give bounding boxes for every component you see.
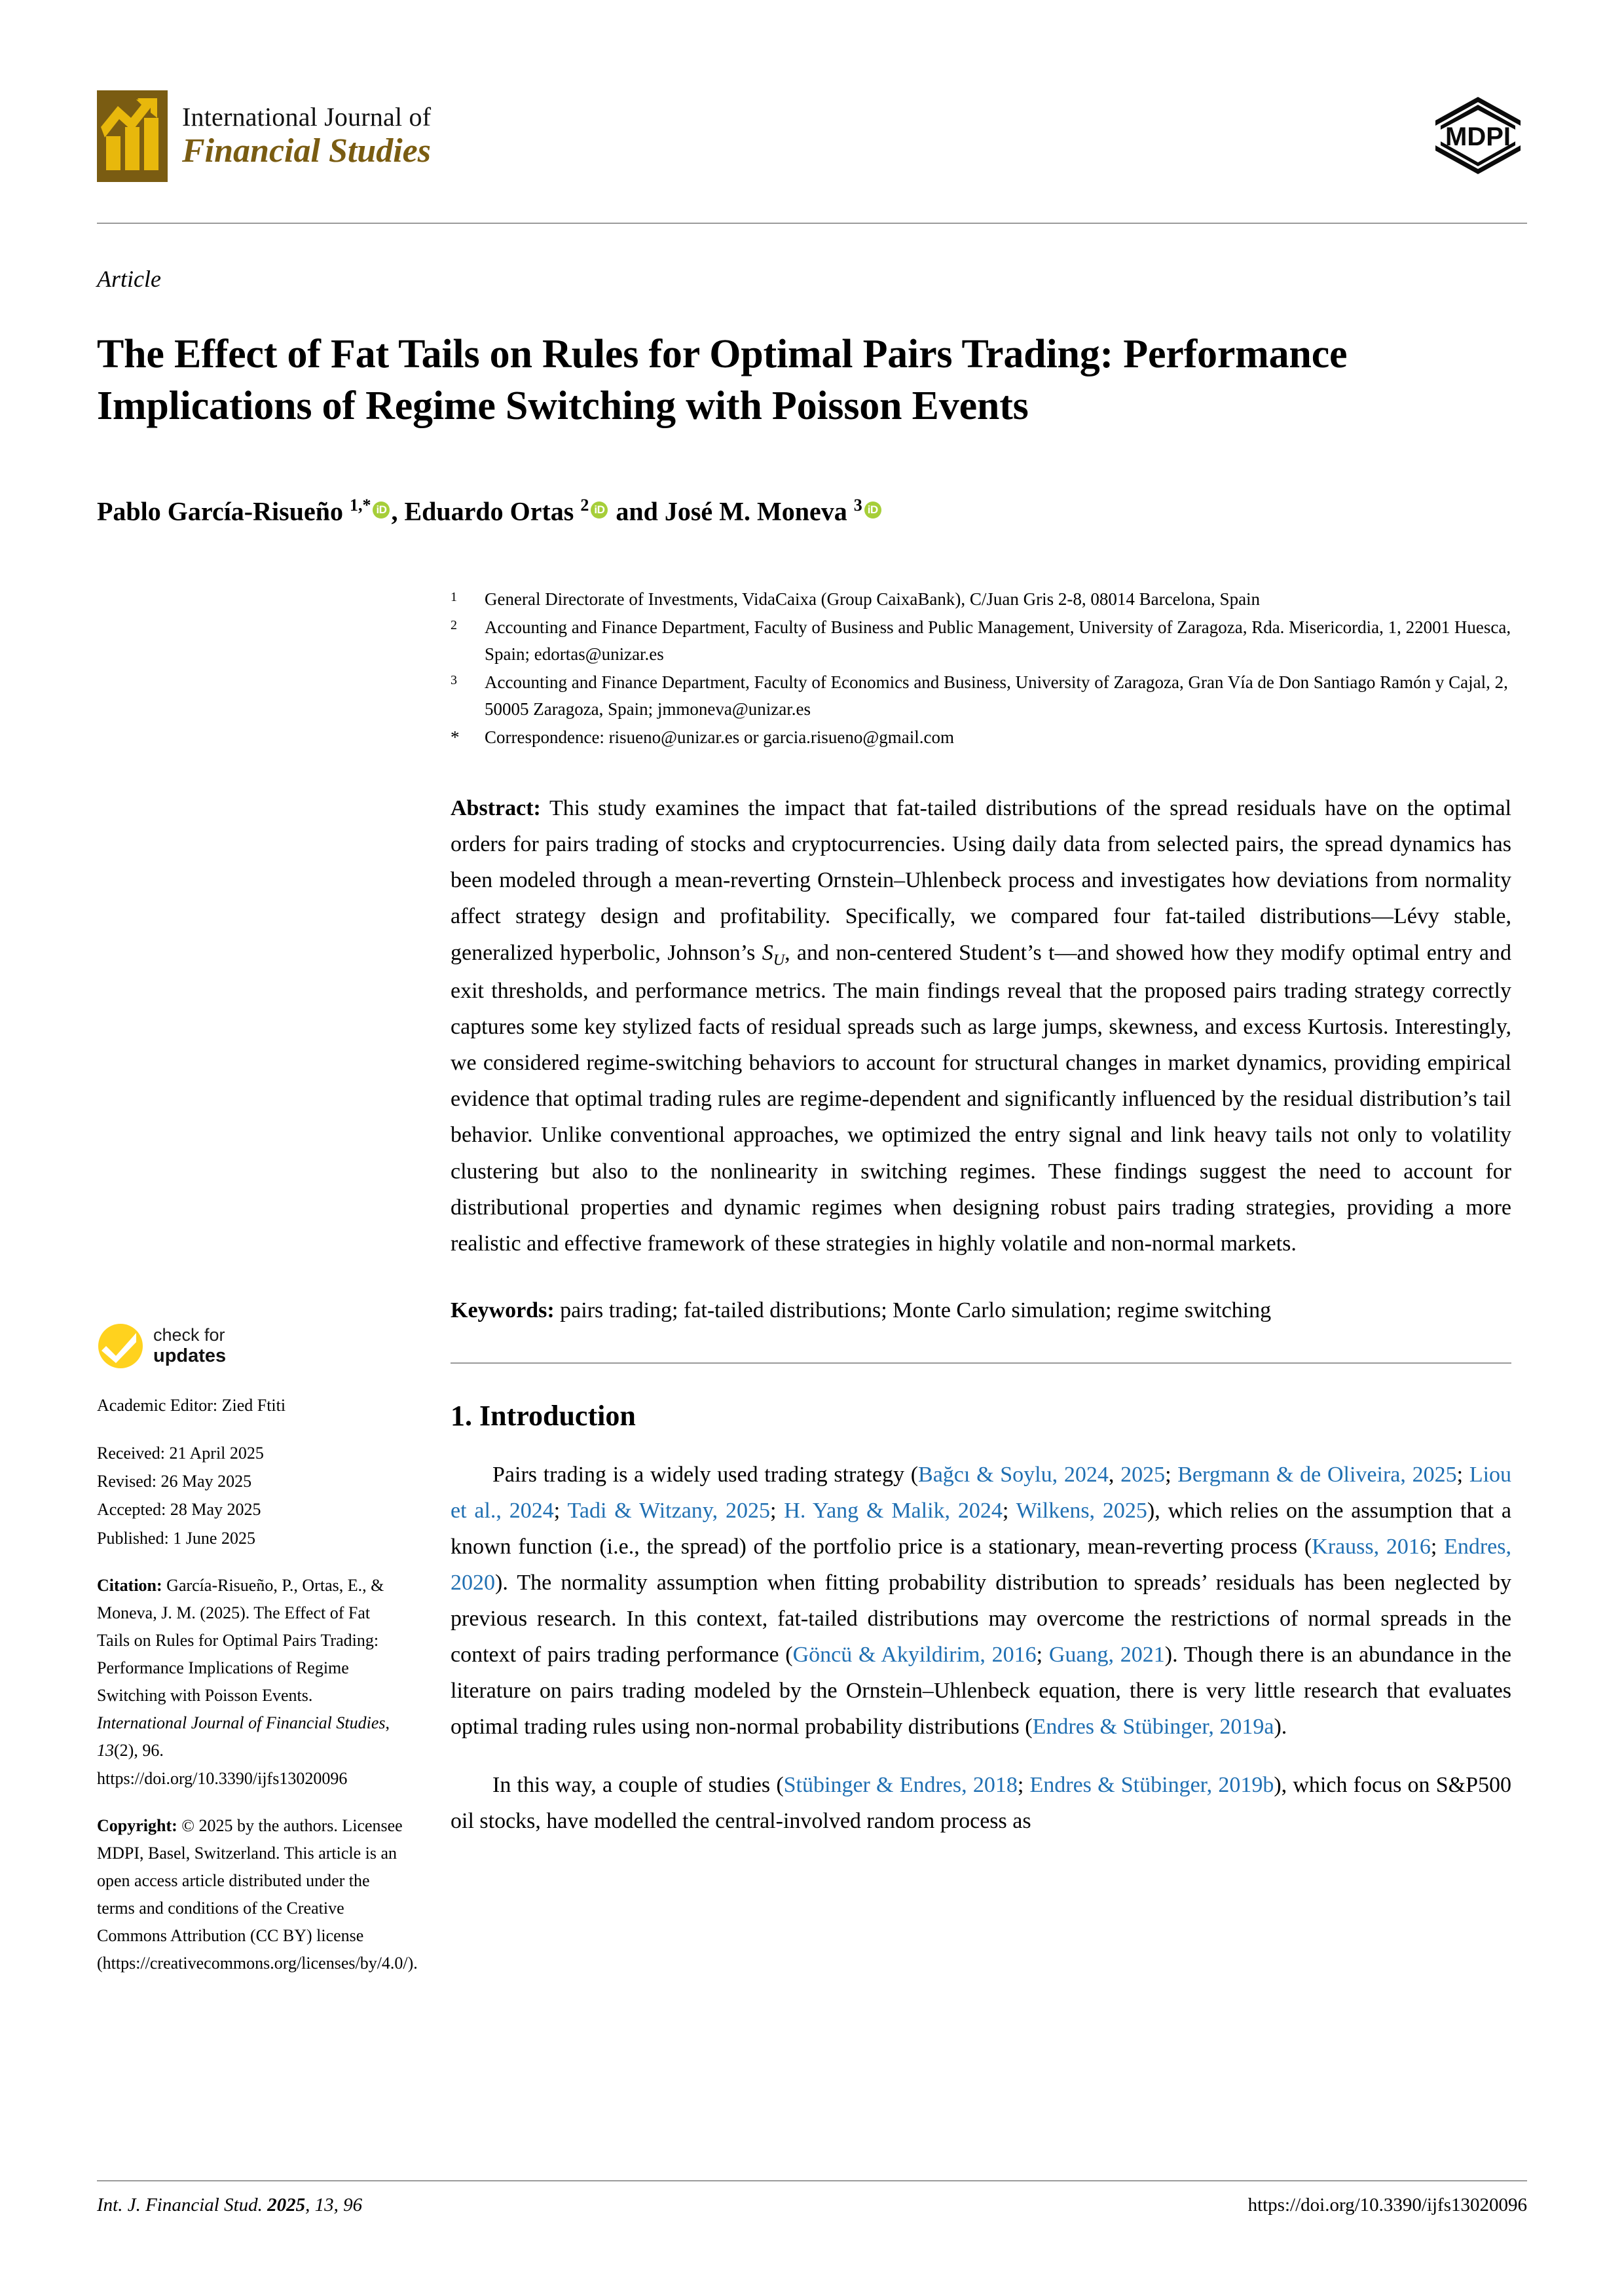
author-list: Pablo García-Risueño $^{1,*}$ iD , Eduardo Ortas $^2$ iD and José M. Moneva $^3$ iD [97, 494, 1472, 528]
page-title: The Effect of Fat Tails on Rules for Optimal Pairs Trading: Performance Implications of Regime Switching with Poisson Events [97, 331, 1348, 428]
correspondence-item [451, 724, 1511, 751]
footer-divider [97, 2180, 1527, 2181]
date-accepted: Accepted: 28 May 2025 [97, 1500, 261, 1520]
journal-title-line2: Financial Studies [182, 132, 431, 170]
header-divider [97, 223, 1527, 224]
citation-label: Citation: [97, 1575, 162, 1595]
date-received: Received: 21 April 2025 [97, 1444, 264, 1463]
check-circle-icon [97, 1322, 144, 1370]
check-for-updates-badge[interactable] [97, 1322, 405, 1370]
affiliation-item [451, 669, 1511, 723]
copyright-label: Copyright: [97, 1815, 177, 1835]
date-revised: Revised: 26 May 2025 [97, 1472, 252, 1491]
affiliation-text: Accounting and Finance Department, Faculty of Economics and Business, University of Zaragoza, Gran Vía de Don Santiago Ramón y Cajal, 2, 50005 Zaragoza, Spain; jmmoneva@unizar.es [485, 672, 1508, 720]
citation-block [97, 1572, 405, 1793]
footer-citation: Int. J. Financial Stud. 2025, 13, 96 [97, 2195, 363, 2215]
keywords-text: pairs trading; fat-tailed distributions; Monte Carlo simulation; regime switching [560, 1298, 1272, 1322]
mdpi-logo-icon [1429, 93, 1527, 178]
footer-doi: https://doi.org/10.3390/ijfs13020096 [1247, 2195, 1527, 2215]
abstract-label: Abstract: [451, 796, 541, 821]
introduction-paragraph-2: In this way, a couple of studies (Stübinger & Endres, 2018; Endres & Stübinger, 2019b), which focus on S&P500 oil stocks, have modelled the central-involved random process as [451, 1773, 1511, 1834]
check-for-updates-line1: check for [153, 1325, 225, 1345]
date-published: Published: 1 June 2025 [97, 1528, 255, 1548]
correspondence-text: Correspondence: risueno@unizar.es or garcia.risueno@gmail.com [485, 727, 955, 748]
main-column [451, 586, 1511, 1861]
sidebar [97, 1322, 418, 1997]
abstract-section [451, 790, 1511, 1262]
affiliation-text: General Directorate of Investments, VidaCaixa (Group CaixaBank), C/Juan Gris 2-8, 08014 Barcelona, Spain [485, 589, 1261, 609]
section-divider [451, 1362, 1511, 1364]
masthead [97, 79, 1527, 190]
affiliation-marker: 2 [451, 618, 457, 633]
affiliation-text: Accounting and Finance Department, Faculty of Business and Public Management, University of Zaragoza, Rda. Misericordia, 1, 22001 Huesca, Spain; edortas@unizar.es [485, 617, 1511, 665]
academic-editor: Academic Editor: Zied Ftiti [97, 1396, 286, 1415]
journal-title-line1: International Journal of [182, 101, 432, 132]
svg-text:MDPI: MDPI [1445, 122, 1511, 151]
affiliation-item [451, 586, 1511, 613]
section-heading-introduction: 1. Introduction [451, 1400, 636, 1432]
citation-text: García-Risueño, P., Ortas, E., & Moneva, J. M. (2025). The Effect of Fat Tails on Rules for Optimal Pairs Trading: Performance Implications of Regime Switching with Poisson Events. International Journal of Financial Studies, 13(2), 96. https://doi.org/10.3390/ijfs13020096 [97, 1575, 390, 1788]
check-for-updates-text [153, 1325, 226, 1367]
journal-logo-mark-icon [97, 90, 168, 182]
article-type-label: Article [97, 266, 161, 292]
abstract-text: This study examines the impact that fat-tailed distributions of the spread residuals have on the optimal orders for pairs trading of stocks and cryptocurrencies. Using daily data from selected pairs, the spread dynamics has been modeled through a mean-reverting Ornstein–Uhlenbeck process and investigates how deviations from normality affect strategy design and profitability. Specifically, we compared four fat-tailed distributions—Lévy stable, generalized hyperbolic, Johnson’s $S_U$, and non-centered Student’s t—and showed how they modify optimal entry and exit thresholds, and performance metrics. The main findings reveal that the proposed pairs trading strategy correctly captures some key stylized facts of residual spreads such as large jumps, skewness, and excess Kurtosis. Interestingly, we considered regime-switching behaviors to account for structural changes in market dynamics, providing empirical evidence that optimal trading rules are regime-dependent and significantly influenced by the residual distribution’s tail behavior. Unlike conventional approaches, we optimized the entry signal and link heavy tails not only to volatility clustering but also to the nonlinearity in switching regimes. These findings suggest the need to account for distributional properties and dynamic regimes when designing robust pairs trading strategies, providing a more realistic and effective framework of these strategies in highly volatile and non-normal markets. [451, 796, 1511, 1256]
keywords-section [451, 1293, 1511, 1328]
check-for-updates-line2: updates [153, 1345, 227, 1366]
page-footer [97, 2195, 1527, 2216]
copyright-block [97, 1812, 418, 1978]
keywords-label: Keywords: [451, 1298, 555, 1322]
copyright-text: © 2025 by the authors. Licensee MDPI, Basel, Switzerland. This article is an open access article distributed under the terms and conditions of the Creative Commons Attribution (CC BY) license (https://creativecommons.org/licenses/by/4.0/). [97, 1815, 418, 1973]
introduction-paragraph-1: Pairs trading is a widely used trading strategy (Bağcı & Soylu, 2024, 2025; Bergmann & de Oliveira, 2025; Liou et al., 2024; Tadi & Witzany, 2025; H. Yang & Malik, 2024; Wilkens, 2025), which relies on the assumption that a known function (i.e., the spread) of the portfolio price is a stationary, mean-reverting process (Krauss, 2016; Endres, 2020). The normality assumption when fitting probability distribution to spreads’ residuals has been neglected by previous research. In this context, fat-tailed distributions may overcome the restrictions of normal spreads in the context of pairs trading performance (Göncü & Akyildirim, 2016; Guang, 2021). Though there is an abundance in the literature on pairs trading modeled by the Ornstein–Uhlenbeck equation, there is very little research that evaluates optimal trading rules using non-normal probability distributions (Endres & Stübinger, 2019a). [451, 1462, 1512, 1740]
affiliation-item [451, 614, 1511, 668]
correspondence-marker: * [451, 727, 460, 748]
affiliation-marker: 1 [451, 590, 457, 604]
journal-title-block [182, 103, 431, 170]
affiliation-list [451, 586, 1511, 751]
affiliation-marker: 3 [451, 673, 457, 688]
publication-dates [97, 1439, 405, 1552]
journal-logo [97, 90, 431, 182]
